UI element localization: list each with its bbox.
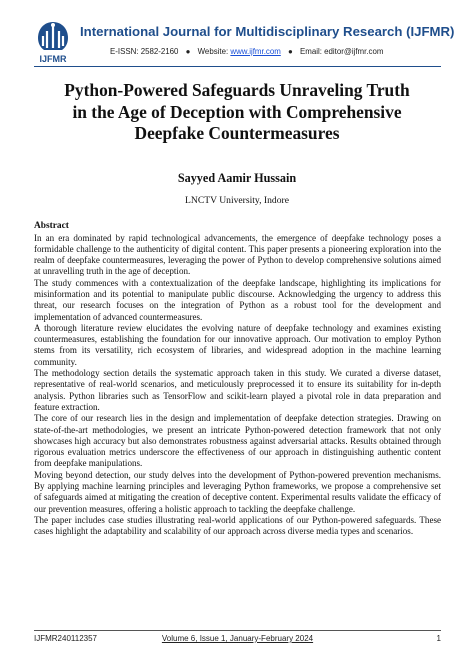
journal-logo xyxy=(34,20,72,66)
journal-header xyxy=(0,0,474,70)
abstract-paragraph: Moving beyond detection, our study delves into the development of Python-powered prevention mechanisms. By applying machine learning principles and leveraging Python frameworks, we propose a comprehensive set of safeguards aimed at mitigating the creation of deceptive content. Experimental results validate the efficacy of our prevention measures, offering a holistic approach to tackling the deepfake challenge. xyxy=(34,469,441,514)
abstract-paragraph: The paper includes case studies illustrating real-world applications of our Python-powered safeguards. These cases highlight the adaptability and scalability of our approach across diverse media types and scenarios. xyxy=(34,514,441,537)
volume-text: Volume 6, Issue 1, January-February 2024 xyxy=(161,634,314,643)
website-link[interactable]: www.ijfmr.com xyxy=(230,47,281,56)
paper-title xyxy=(40,80,434,145)
footer-divider xyxy=(34,630,441,631)
abstract-paragraph: The study commences with a contextualization of the deepfake landscape, highlighting its implications for misinformation and its potential to manipulate public discourse. Acknowledging the urgency to address this threat, our research focuses on the integration of Python as a robust tool for the development and implementation of advanced countermeasures. xyxy=(34,277,441,322)
paper-id: IJFMR240112357 xyxy=(34,634,97,643)
eissn: E-ISSN: 2582-2160 xyxy=(110,47,179,56)
author-affiliation: LNCTV University, Indore xyxy=(185,195,289,206)
abstract-paragraph: A thorough literature review elucidates the evolving nature of deepfake technology and examines existing countermeasures, establishing the foundation for our innovative approach. Our motivation to employ Python stems from its versatility, rich ecosystem of libraries, and widespread adoption in the machine learning community. xyxy=(34,322,441,367)
title-line: Python-Powered Safeguards Unraveling Truth xyxy=(64,80,410,100)
bullet-icon: ● xyxy=(288,47,293,56)
abstract-section xyxy=(34,221,441,538)
abstract-paragraph: The methodology section details the systematic approach taken in this study. We curated a diverse dataset, representative of real-world scenarios, and meticulously preprocessed it to ensure its suitability for in-depth analysis. Python libraries such as TensorFlow and scikit-learn played a pivotal role in data preparation and feature extraction. xyxy=(34,368,441,412)
abstract-paragraph: In an era dominated by rapid technological advancements, the emergence of deepfake technology poses a formidable challenge to the authenticity of digital content. This paper presents a pioneering exploration into the realm of deepfake countermeasures, leveraging the power of Python to develop comprehensive solutions aimed at unravelling truth in the age of deception. xyxy=(34,232,441,277)
email: editor@ijfmr.com xyxy=(324,47,384,56)
page-footer xyxy=(34,634,441,646)
title-line: in the Age of Deception with Comprehensive xyxy=(72,101,402,122)
email-label: Email: xyxy=(299,47,325,56)
header-divider xyxy=(34,66,441,67)
journal-contact-line xyxy=(110,47,383,56)
page-number: 1 xyxy=(436,634,441,643)
volume-info xyxy=(34,634,441,643)
abstract-paragraph: The core of our research lies in the design and implementation of deepfake detection strategies. Drawing on state-of-the-art methodologies, we present an intricate Python-powered detection framework that not only showcases high accuracy but also demonstrates robustness against adversarial attacks. Results obtained through rigorous evaluation metrics underscore the effectiveness of our approach in distinguishing authentic content from deepfake manipulations. xyxy=(34,413,441,469)
abstract-heading: Abstract xyxy=(34,221,69,231)
logo-text: IJFMR xyxy=(39,54,67,64)
title-line: Deepfake Countermeasures xyxy=(134,123,340,143)
bullet-icon: ● xyxy=(185,47,191,56)
journal-title: International Journal for Multidisciplinary Research (IJFMR) xyxy=(80,24,455,39)
website-label: Website: xyxy=(197,47,231,56)
author-name: Sayyed Aamir Hussain xyxy=(177,171,297,185)
